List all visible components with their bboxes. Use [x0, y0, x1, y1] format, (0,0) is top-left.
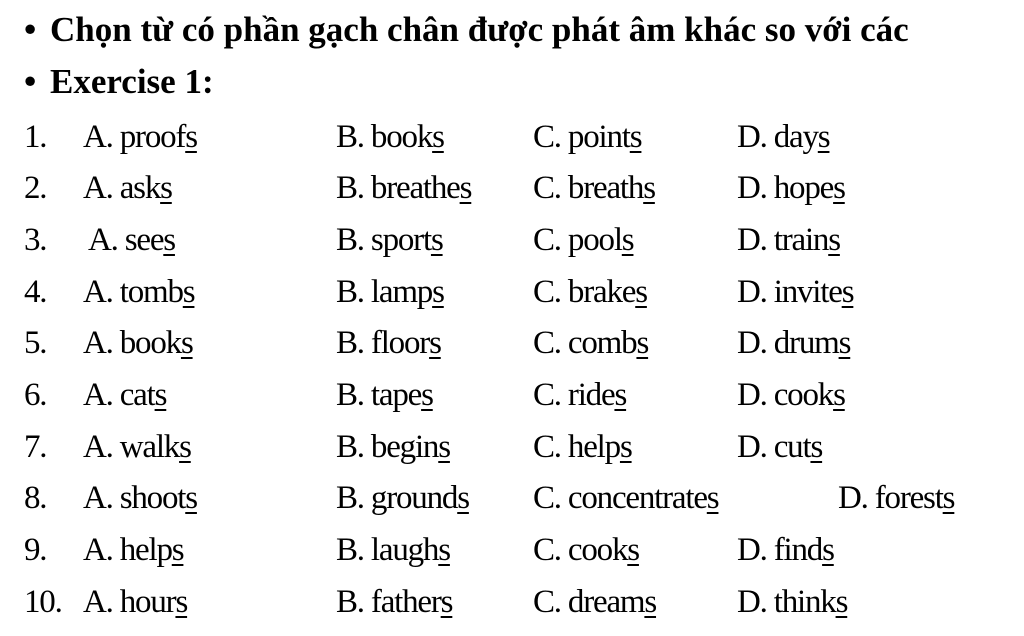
option-a: [83, 577, 187, 627]
question-number: 7.: [24, 429, 47, 465]
option-letter: A.: [83, 377, 120, 413]
question-row: [0, 370, 1024, 420]
option-d: [737, 422, 822, 472]
underlined-ending: s: [182, 274, 195, 310]
option-d: [838, 473, 954, 523]
option-letter: A.: [83, 480, 120, 516]
option-word: tape: [370, 377, 422, 413]
underlined-ending: s: [160, 170, 172, 206]
option-a: [88, 215, 175, 265]
option-word: hope: [773, 170, 834, 206]
underlined-ending: s: [432, 119, 444, 155]
underlined-ending: s: [838, 325, 851, 361]
underlined-ending: s: [185, 480, 197, 516]
question-row: [0, 112, 1024, 162]
option-letter: B.: [336, 119, 371, 155]
option-letter: A.: [83, 119, 120, 155]
bullet-icon: •: [24, 10, 37, 49]
option-word: ask: [119, 170, 161, 206]
question-row: [0, 163, 1024, 213]
option-letter: D.: [737, 584, 774, 620]
option-word: breath: [567, 170, 644, 206]
option-c: [533, 267, 647, 317]
option-c: [533, 422, 632, 472]
underlined-ending: s: [180, 325, 193, 361]
underlined-ending: s: [822, 532, 834, 568]
option-letter: B.: [336, 170, 371, 206]
option-word: point: [567, 119, 630, 155]
option-letter: C.: [533, 222, 568, 258]
question-row: [0, 422, 1024, 472]
option-letter: C.: [533, 325, 568, 361]
option-b: [336, 473, 469, 523]
underlined-ending: s: [438, 429, 450, 465]
option-letter: A.: [83, 532, 120, 568]
option-a: [83, 112, 197, 162]
option-word: help: [119, 532, 172, 568]
option-word: book: [119, 325, 181, 361]
option-letter: A.: [83, 274, 120, 310]
option-letter: C.: [533, 532, 568, 568]
option-word: forest: [874, 480, 943, 516]
option-word: find: [773, 532, 823, 568]
underlined-ending: s: [841, 274, 854, 310]
option-word: invite: [773, 274, 842, 310]
option-letter: D.: [737, 119, 774, 155]
option-word: day: [773, 119, 818, 155]
question-number: 3.: [24, 222, 47, 258]
option-d: [737, 525, 834, 575]
underlined-ending: s: [154, 377, 167, 413]
option-letter: B.: [336, 325, 371, 361]
option-d: [737, 112, 829, 162]
option-word: help: [567, 429, 620, 465]
option-a: [83, 422, 191, 472]
option-letter: A.: [88, 222, 125, 258]
underlined-ending: s: [457, 480, 469, 516]
option-word: shoot: [119, 480, 186, 516]
option-word: train: [773, 222, 829, 258]
option-a: [83, 318, 193, 368]
underlined-ending: s: [643, 170, 655, 206]
option-c: [533, 370, 626, 420]
question-number: 6.: [24, 377, 47, 413]
exercise-heading: [24, 62, 214, 102]
question-number: 10.: [24, 584, 62, 620]
underlined-ending: s: [619, 429, 632, 465]
option-d: [737, 577, 847, 627]
question-number: 8.: [24, 480, 47, 516]
option-letter: A.: [83, 325, 120, 361]
underlined-ending: s: [629, 119, 642, 155]
question-row: [0, 577, 1024, 627]
underlined-ending: s: [810, 429, 823, 465]
underlined-ending: s: [432, 274, 444, 310]
exercise-title: Exercise 1:: [50, 62, 214, 101]
question-number: 5.: [24, 325, 47, 361]
underlined-ending: s: [817, 119, 830, 155]
option-letter: B.: [336, 377, 371, 413]
option-letter: B.: [336, 222, 371, 258]
underlined-ending: s: [430, 222, 443, 258]
option-d: [737, 318, 850, 368]
question-row: [0, 215, 1024, 265]
option-d: [737, 215, 840, 265]
option-d: [737, 370, 845, 420]
option-word: drum: [773, 325, 839, 361]
option-word: walk: [119, 429, 180, 465]
underlined-ending: s: [833, 170, 845, 206]
option-word: proof: [119, 119, 186, 155]
option-b: [336, 577, 452, 627]
option-letter: B.: [336, 274, 371, 310]
underlined-ending: s: [636, 325, 649, 361]
option-letter: A.: [83, 170, 120, 206]
option-word: father: [370, 584, 441, 620]
option-c: [533, 318, 648, 368]
option-a: [83, 525, 183, 575]
underlined-ending: s: [185, 119, 197, 155]
option-c: [533, 577, 656, 627]
option-word: tomb: [119, 274, 183, 310]
option-c: [533, 215, 633, 265]
option-word: laugh: [370, 532, 439, 568]
option-letter: A.: [83, 584, 120, 620]
question-row: [0, 473, 1024, 523]
option-word: breathe: [370, 170, 460, 206]
option-letter: C.: [533, 170, 568, 206]
question-number: 4.: [24, 274, 47, 310]
option-word: ride: [567, 377, 615, 413]
option-word: floor: [370, 325, 430, 361]
option-c: [533, 163, 655, 213]
option-word: cook: [773, 377, 834, 413]
option-letter: C.: [533, 429, 568, 465]
underlined-ending: s: [706, 480, 719, 516]
option-c: [533, 525, 639, 575]
option-letter: C.: [533, 274, 568, 310]
option-a: [83, 370, 166, 420]
underlined-ending: s: [644, 584, 657, 620]
underlined-ending: s: [163, 222, 175, 258]
option-b: [336, 112, 444, 162]
option-letter: C.: [533, 377, 568, 413]
underlined-ending: s: [627, 532, 639, 568]
option-letter: B.: [336, 429, 371, 465]
bullet-icon: •: [24, 62, 37, 101]
option-letter: D.: [737, 325, 774, 361]
option-word: dream: [567, 584, 645, 620]
underlined-ending: s: [459, 170, 472, 206]
underlined-ending: s: [421, 377, 433, 413]
option-b: [336, 422, 450, 472]
option-word: book: [370, 119, 433, 155]
option-letter: D.: [737, 222, 774, 258]
option-word: think: [773, 584, 836, 620]
option-word: concentrate: [567, 480, 707, 516]
option-b: [336, 370, 433, 420]
underlined-ending: s: [828, 222, 840, 258]
underlined-ending: s: [835, 584, 848, 620]
option-word: cook: [567, 532, 628, 568]
underlined-ending: s: [614, 377, 627, 413]
option-b: [336, 215, 443, 265]
option-word: begin: [370, 429, 439, 465]
option-word: hour: [119, 584, 176, 620]
option-word: ground: [370, 480, 458, 516]
underlined-ending: s: [833, 377, 845, 413]
underlined-ending: s: [429, 325, 441, 361]
underlined-ending: s: [635, 274, 647, 310]
question-number: 2.: [24, 170, 47, 206]
option-letter: C.: [533, 584, 568, 620]
option-letter: B.: [336, 584, 371, 620]
underlined-ending: s: [171, 532, 184, 568]
underlined-ending: s: [942, 480, 955, 516]
option-word: lamp: [370, 274, 433, 310]
question-row: [0, 267, 1024, 317]
instruction-line: [24, 10, 909, 50]
option-word: comb: [567, 325, 637, 361]
option-a: [83, 267, 194, 317]
option-letter: B.: [336, 480, 371, 516]
question-row: [0, 318, 1024, 368]
question-number: 9.: [24, 532, 47, 568]
option-letter: A.: [83, 429, 120, 465]
option-d: [737, 267, 853, 317]
option-letter: D.: [737, 377, 774, 413]
option-word: sport: [370, 222, 431, 258]
option-word: cat: [119, 377, 155, 413]
option-letter: B.: [336, 532, 371, 568]
underlined-ending: s: [621, 222, 634, 258]
option-letter: D.: [737, 170, 774, 206]
option-letter: C.: [533, 119, 568, 155]
option-letter: C.: [533, 480, 568, 516]
underlined-ending: s: [179, 429, 191, 465]
option-letter: D.: [737, 532, 774, 568]
underlined-ending: s: [175, 584, 188, 620]
option-c: [533, 473, 718, 523]
option-word: pool: [567, 222, 622, 258]
instruction-text: Chọn từ có phần gạch chân được phát âm khác so với các: [50, 10, 909, 49]
option-b: [336, 163, 471, 213]
option-word: cut: [773, 429, 811, 465]
option-d: [737, 163, 845, 213]
option-word: see: [124, 222, 164, 258]
option-c: [533, 112, 641, 162]
underlined-ending: s: [438, 532, 450, 568]
question-number: 1.: [24, 119, 47, 155]
option-word: brake: [567, 274, 636, 310]
question-row: [0, 525, 1024, 575]
option-letter: D.: [737, 429, 774, 465]
option-a: [83, 163, 172, 213]
option-b: [336, 525, 450, 575]
option-letter: D.: [838, 480, 875, 516]
option-a: [83, 473, 197, 523]
underlined-ending: s: [440, 584, 453, 620]
option-letter: D.: [737, 274, 774, 310]
option-b: [336, 267, 444, 317]
option-b: [336, 318, 441, 368]
